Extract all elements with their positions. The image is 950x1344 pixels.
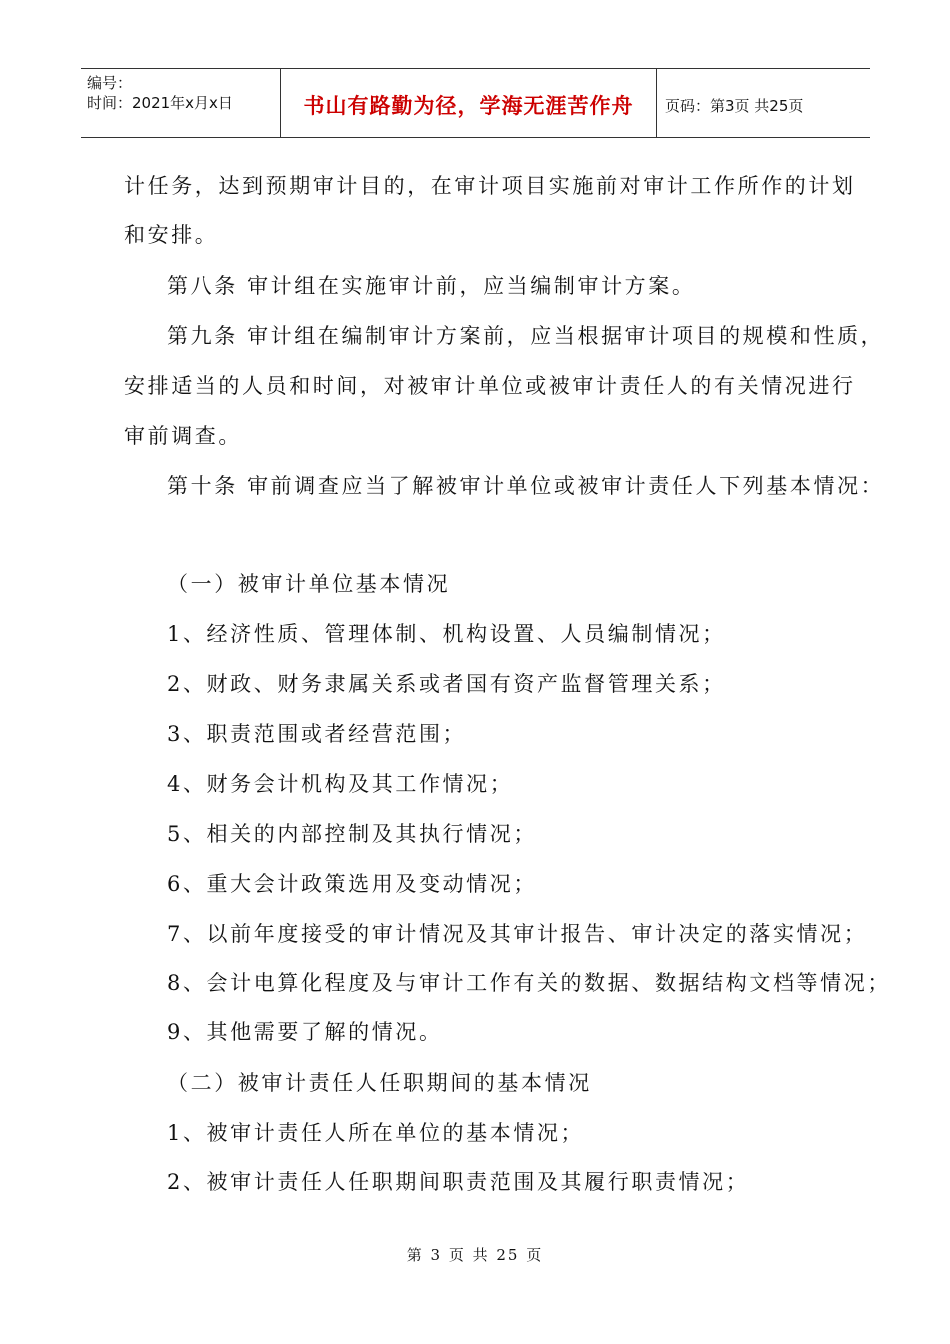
list-item: 7、以前年度接受的审计情况及其审计报告、审计决定的落实情况； (167, 922, 868, 946)
list-item: 2、被审计责任人任职期间职责范围及其履行职责情况； (167, 1170, 750, 1194)
list-item: 2、财政、财务隶属关系或者国有资产监督管理关系； (167, 672, 726, 696)
list-item: 6、重大会计政策选用及变动情况； (167, 872, 537, 896)
list-item: 4、财务会计机构及其工作情况； (167, 772, 514, 796)
list-item: 1、经济性质、管理体制、机构设置、人员编制情况； (167, 622, 726, 646)
list-item: 1、被审计责任人所在单位的基本情况； (167, 1121, 585, 1145)
section-heading: （一）被审计单位基本情况 (167, 572, 451, 596)
body-line: 审前调查。 (124, 424, 242, 448)
article-9: 第九条 审计组在编制审计方案前，应当根据审计项目的规模和性质， (167, 324, 885, 348)
list-item: 5、相关的内部控制及其执行情况； (167, 822, 537, 846)
header-page-info: 页码：第3页 共25页 (665, 96, 804, 115)
document-header (81, 68, 870, 138)
document-date-label: 时间：2021年x月x日 (87, 94, 233, 112)
header-motto: 书山有路勤为径，学海无涯苦作舟 (281, 69, 657, 137)
list-item: 9、其他需要了解的情况。 (167, 1020, 443, 1044)
list-item: 8、会计电算化程度及与审计工作有关的数据、数据结构文档等情况； (167, 971, 891, 995)
body-line: 计任务，达到预期审计目的，在审计项目实施前对审计工作所作的计划 (124, 174, 856, 198)
body-line: 安排适当的人员和时间，对被审计单位或被审计责任人的有关情况进行 (124, 374, 856, 398)
page-footer: 第 3 页 共 25 页 (406, 1246, 544, 1264)
article-10: 第十条 审前调查应当了解被审计单位或被审计责任人下列基本情况： (167, 474, 885, 498)
section-heading: （二）被审计责任人任职期间的基本情况 (167, 1071, 592, 1095)
list-item: 3、职责范围或者经营范围； (167, 722, 467, 746)
document-number-label: 编号： (87, 74, 133, 92)
article-8: 第八条 审计组在实施审计前，应当编制审计方案。 (167, 274, 696, 298)
header-meta (81, 69, 281, 137)
body-line: 和安排。 (124, 223, 219, 247)
